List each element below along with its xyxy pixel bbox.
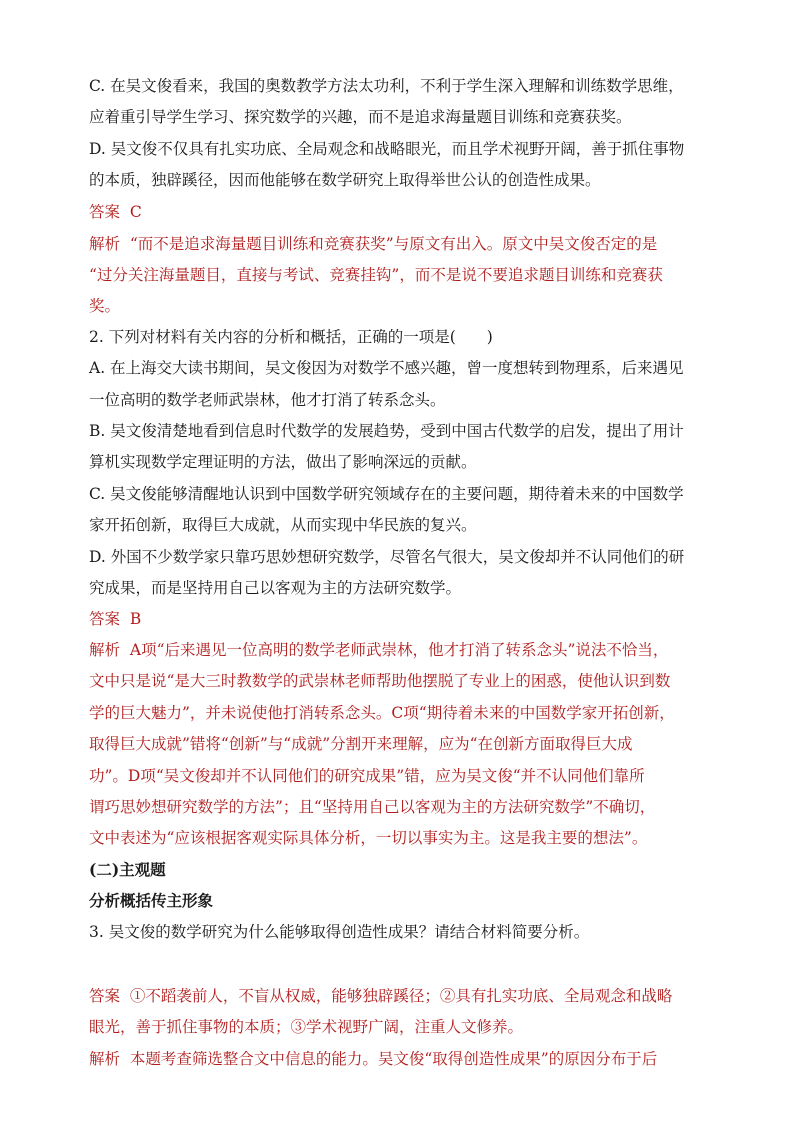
q2-explanation-line6: 谓巧思妙想研究数学的方法”；且“坚持用自己以客观为主的方法研究数学”不确切， [89,798,656,816]
q2-answer [89,609,709,629]
q2-explanation-line7: 文中表述为“应该根据客观实际具体分析，一切以事实为主。这是我主要的想法”。 [89,829,648,847]
q3-stem: 3. 吴文俊的数学研究为什么能够取得创造性成果？请结合材料简要分析。 [89,923,590,941]
answer-label: 答案 [89,203,121,221]
q2-explanation-line1 [89,640,709,660]
section-heading: (二)主观题 [89,860,166,879]
explanation-label: 解析 [89,1050,121,1068]
q1-answer [89,202,709,222]
q1-option-c-line2: 应着重引导学生学习、探究数学的兴趣，而不是追求海量题目训练和竞赛获奖。 [89,108,632,126]
q1-explanation-line1 [89,234,709,254]
q1-option-d-line1: D. 吴文俊不仅具有扎实功底、全局观念和战略眼光，而且学术视野开阔，善于抓住事物 [89,140,685,158]
q2-option-c-line2: 家开拓创新，取得巨大成就，从而实现中华民族的复兴。 [89,516,477,534]
q2-option-d-line2: 究成果，而是坚持用自己以客观为主的方法研究数学。 [89,579,462,597]
explanation-label: 解析 [89,235,121,253]
answer-value: C [129,203,142,221]
explanation-text: 本题考查筛选整合文中信息的能力。吴文俊“取得创造性成果”的原因分布于后 [129,1050,658,1068]
answer-value: B [129,610,142,628]
q3-answer-line2: 眼光，善于抓住事物的本质；③学术视野广阔，注重人文修养。 [89,1018,524,1036]
explanation-label: 解析 [89,641,121,659]
q1-option-c-line1: C. 在吴文俊看来，我国的奥数教学方法太功利，不利于学生深入理解和训练数学思维， [89,77,684,95]
q2-stem: 2. 下列对材料有关内容的分析和概括，正确的一项是( ) [89,328,493,346]
answer-label: 答案 [89,610,121,628]
section-subheading: 分析概括传主形象 [89,891,214,910]
q2-option-a-line1: A. 在上海交大读书期间，吴文俊因为对数学不感兴趣，曾一度想转到物理系，后来遇见 [89,359,684,377]
explanation-text: “而不是追求海量题目训练和竞赛获奖”与原文有出入。原文中吴文俊否定的是 [129,235,658,253]
q3-answer-line1 [89,986,709,1006]
explanation-text: A项“后来遇见一位高明的数学老师武崇林，他才打消了转系念头”说法不恰当， [129,641,669,659]
q2-option-c-line1: C. 吴文俊能够清醒地认识到中国数学研究领域存在的主要问题，期待着未来的中国数学 [89,485,684,503]
q2-option-a-line2: 一位高明的数学老师武崇林，他才打消了转系念头。 [89,391,446,409]
q3-explanation-line1 [89,1049,709,1069]
q1-explanation-line2: “过分关注海量题目，直接与考试、竞赛挂钩”，而不是说不要追求题目训练和竞赛获 [89,266,663,284]
q2-option-b-line1: B. 吴文俊清楚地看到信息时代数学的发展趋势，受到中国古代数学的启发，提出了用计 [89,422,684,440]
q2-explanation-line4: 取得巨大成就”错将“创新”与“成就”分割开来理解，应为“在创新方面取得巨大成 [89,735,633,753]
answer-label: 答案 [89,987,121,1005]
q1-option-d-line2: 的本质，独辟蹊径，因而他能够在数学研究上取得举世公认的创造性成果。 [89,171,601,189]
q2-option-b-line2: 算机实现数学定理证明的方法，做出了影响深远的贡献。 [89,453,477,471]
q2-explanation-line2: 文中只是说“是大三时教数学的武崇林老师帮助他摆脱了专业上的困惑，使他认识到数 [89,672,671,690]
answer-text: ①不蹈袭前人，不盲从权威，能够独辟蹊径；②具有扎实功底、全局观念和战略 [129,987,673,1005]
q2-option-d-line1: D. 外国不少数学家只靠巧思妙想研究数学，尽管名气很大，吴文俊却并不认同他们的研 [89,548,685,566]
q2-explanation-line3: 学的巨大魅力”，并未说使他打消转系念头。C项“期待着未来的中国数学家开拓创新， [89,704,675,722]
q2-explanation-line5: 功”。D项“吴文俊却并不认同他们的研究成果”错，应为吴文俊“并不认同他们靠所 [89,767,645,785]
q1-explanation-line3: 奖。 [89,297,121,315]
